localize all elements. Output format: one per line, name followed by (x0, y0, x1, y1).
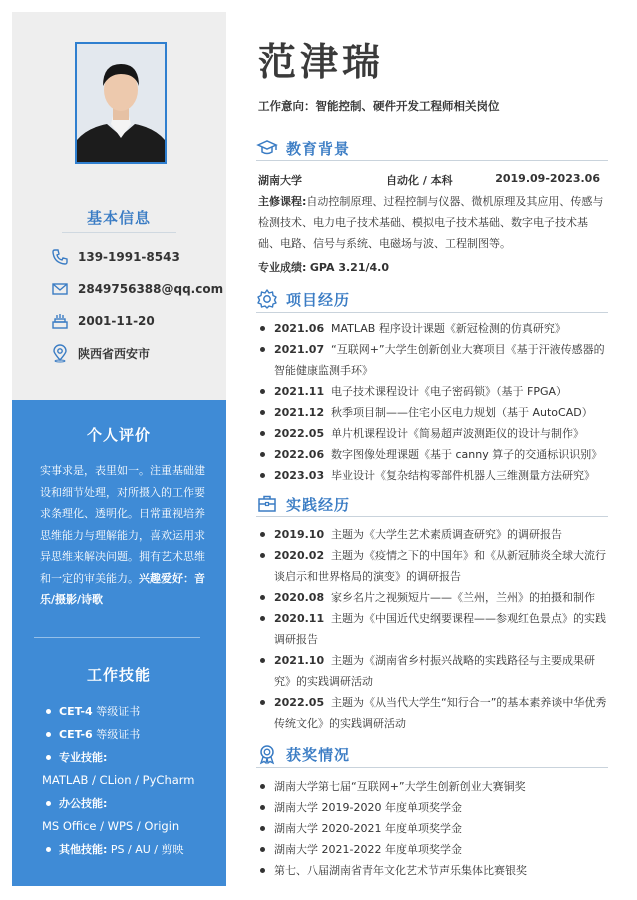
email-row (50, 279, 223, 299)
projects-divider (256, 312, 608, 313)
bullet-icon (260, 847, 265, 852)
bullet-icon (260, 347, 265, 352)
skill-text: 等级证书 (96, 728, 141, 741)
item-text: 主题为《中国近代史纲要课程——参观红色景点》的实践调研报告 (274, 612, 606, 646)
practice-divider (256, 516, 608, 517)
list-item (258, 839, 608, 860)
list-item (258, 692, 608, 734)
school-name: 湖南大学 (258, 174, 302, 187)
skills-list (40, 700, 220, 861)
education-title: 教育背景 (286, 139, 351, 158)
item-date: 2020.02 (274, 549, 325, 562)
skill-professional (40, 746, 220, 769)
list-item (258, 587, 608, 608)
awards-section-header (256, 742, 350, 766)
list-item (258, 650, 608, 692)
item-text: 家乡名片之视频短片——《兰州，兰州》的拍摄和制作 (331, 591, 595, 604)
email-text: 2849756388@qq.com (78, 282, 224, 296)
hobby-value: 音乐/摄影/诗歌 (40, 571, 205, 606)
list-item (258, 524, 608, 545)
list-item (258, 381, 608, 402)
bullet-icon (46, 709, 51, 714)
item-date: 2023.03 (274, 469, 325, 482)
list-item (258, 339, 608, 381)
basic-info-heading: 基本信息 (86, 209, 151, 227)
evaluation-body: 实事求是，表里如一。注重基础建设和细节处理，对所摄入的工作要求条理化、透明化。日常重视培养思维能力与理解能力，喜欢运用求异思维来解决问题。拥有艺术思维和一定的审美能力。 (40, 464, 205, 585)
skill-text: 等级证书 (96, 705, 141, 718)
graduation-cap-icon (256, 137, 278, 159)
bullet-icon (46, 755, 51, 760)
item-date: 2021.10 (274, 654, 325, 667)
item-text: 湖南大学 2021-2022 年度单项奖学金 (274, 843, 462, 856)
bullet-icon (260, 326, 265, 331)
medal-icon (256, 743, 278, 765)
bullet-icon (260, 410, 265, 415)
list-item (258, 318, 608, 339)
item-text: 主题为《从当代大学生“知行合一”的基本素养谈中华优秀传统文化》的实践调研活动 (274, 696, 607, 730)
phone-icon (50, 247, 70, 267)
awards-title: 获奖情况 (286, 745, 351, 764)
item-text: 毕业设计《复杂结构零部件机器人三维测量方法研究》 (331, 469, 595, 482)
bullet-icon (260, 700, 265, 705)
item-text: 秋季项目制——住宅小区电力规划（基于 AutoCAD） (331, 406, 593, 419)
practice-section-header (256, 492, 350, 516)
item-date: 2021.11 (274, 385, 325, 398)
skill-label: CET-4 (59, 705, 93, 718)
bullet-icon (260, 452, 265, 457)
awards-divider (256, 767, 608, 768)
birthday-text: 2001-11-20 (78, 314, 155, 328)
bullet-icon (46, 847, 51, 852)
item-text: 主题为《大学生艺术素质调查研究》的调研报告 (331, 528, 562, 541)
bullet-icon (260, 532, 265, 537)
list-item (258, 402, 608, 423)
sidebar-divider (34, 637, 200, 638)
job-intention: 工作意向：智能控制、硬件开发工程师相关岗位 (258, 99, 500, 113)
item-text: 主题为《湖南省乡村振兴战略的实践路径与主要成果研究》的实践调研活动 (274, 654, 595, 688)
courses-text: 自动控制原理、过程控制与仪器、微机原理及其应用、传感与检测技术、电力电子技术基础、模拟电子技术基础、数字电子技术基础、电路、信号与系统、电磁场与波、工程制图等。 (258, 195, 604, 250)
skill-cet4 (40, 700, 220, 723)
item-date: 2020.11 (274, 612, 325, 625)
bullet-icon (260, 868, 265, 873)
awards-list (258, 776, 608, 881)
bullet-icon (260, 616, 265, 621)
practice-title: 实践经历 (286, 495, 351, 514)
gpa-label: 专业成绩: (258, 261, 307, 274)
list-item (258, 545, 608, 587)
projects-list (258, 318, 608, 486)
gpa-value: GPA 3.21/4.0 (309, 261, 389, 274)
skill-office (40, 792, 220, 815)
item-date: 2019.10 (274, 528, 325, 541)
item-text: 第七、八届湖南省青年文化艺术节声乐集体比赛银奖 (274, 864, 527, 877)
email-icon (50, 279, 70, 299)
evaluation-heading: 个人评价 (86, 426, 151, 444)
item-text: 主题为《疫情之下的中国年》和《从新冠肺炎全球大流行谈启示和世界格局的演变》的调研报告 (274, 549, 606, 583)
item-text: 数字图像处理课题《基于 canny 算子的交通标识识别》 (331, 448, 603, 461)
item-text: 湖南大学 2020-2021 年度单项奖学金 (274, 822, 462, 835)
profile-photo (75, 42, 167, 164)
education-section-header (256, 136, 350, 160)
skill-label: 办公技能: (59, 797, 108, 810)
bullet-icon (46, 732, 51, 737)
skill-text: PS / AU / 剪映 (110, 843, 184, 856)
skill-professional-value: MATLAB / CLion / PyCharm (42, 773, 195, 787)
candidate-name: 范津瑞 (258, 40, 385, 84)
item-date: 2021.07 (274, 343, 325, 356)
list-item (258, 860, 608, 881)
item-text: 单片机课程设计《简易超声波测距仪的设计与制作》 (331, 427, 584, 440)
courses-label: 主修课程: (258, 195, 307, 208)
gear-icon (256, 288, 278, 310)
bullet-icon (260, 431, 265, 436)
skill-label: 其他技能: (59, 843, 108, 856)
gpa-line (258, 257, 604, 278)
bullet-icon (260, 784, 265, 789)
study-period: 2019.09-2023.06 (495, 172, 600, 185)
practice-list (258, 524, 608, 734)
briefcase-icon (256, 493, 278, 515)
list-item (258, 608, 608, 650)
bullet-icon (260, 658, 265, 663)
list-item (258, 423, 608, 444)
bullet-icon (260, 826, 265, 831)
phone-text: 139-1991-8543 (78, 250, 180, 264)
list-item (258, 465, 608, 486)
skill-office-value: MS Office / WPS / Origin (42, 819, 180, 833)
major: 自动化 / 本科 (386, 174, 453, 187)
bullet-icon (260, 473, 265, 478)
location-row (50, 343, 150, 363)
skill-label: 专业技能: (59, 751, 108, 764)
location-pin-icon (50, 343, 70, 363)
education-divider (256, 160, 608, 161)
hobby-label: 兴趣爱好： (139, 571, 194, 585)
skill-other (40, 838, 220, 861)
item-date: 2020.08 (274, 591, 325, 604)
list-item (258, 797, 608, 818)
item-date: 2021.12 (274, 406, 325, 419)
skill-label: CET-6 (59, 728, 93, 741)
item-date: 2022.05 (274, 427, 325, 440)
bullet-icon (46, 801, 51, 806)
item-text: MATLAB 程序设计课题《新冠检测的仿真研究》 (331, 322, 566, 335)
skills-heading: 工作技能 (86, 666, 151, 684)
item-date: 2022.05 (274, 696, 325, 709)
evaluation-text (40, 460, 206, 611)
item-date: 2021.06 (274, 322, 325, 335)
location-text: 陕西省西安市 (78, 346, 151, 361)
phone-row (50, 247, 180, 267)
list-item (258, 444, 608, 465)
item-text: 湖南大学第七届“互联网+”大学生创新创业大赛铜奖 (274, 780, 526, 793)
skill-cet6 (40, 723, 220, 746)
bullet-icon (260, 389, 265, 394)
birthday-row (50, 311, 155, 331)
bullet-icon (260, 553, 265, 558)
item-text: “互联网+”大学生创新创业大赛项目《基于汗液传感器的智能健康监测手环》 (274, 343, 605, 377)
courses-paragraph (258, 191, 604, 254)
item-text: 电子技术课程设计《电子密码锁》（基于 FPGA） (331, 385, 568, 398)
list-item (258, 776, 608, 797)
projects-title: 项目经历 (286, 290, 351, 309)
list-item (258, 818, 608, 839)
cake-icon (50, 311, 70, 331)
projects-section-header (256, 287, 350, 311)
bullet-icon (260, 805, 265, 810)
bullet-icon (260, 595, 265, 600)
item-date: 2022.06 (274, 448, 325, 461)
item-text: 湖南大学 2019-2020 年度单项奖学金 (274, 801, 462, 814)
